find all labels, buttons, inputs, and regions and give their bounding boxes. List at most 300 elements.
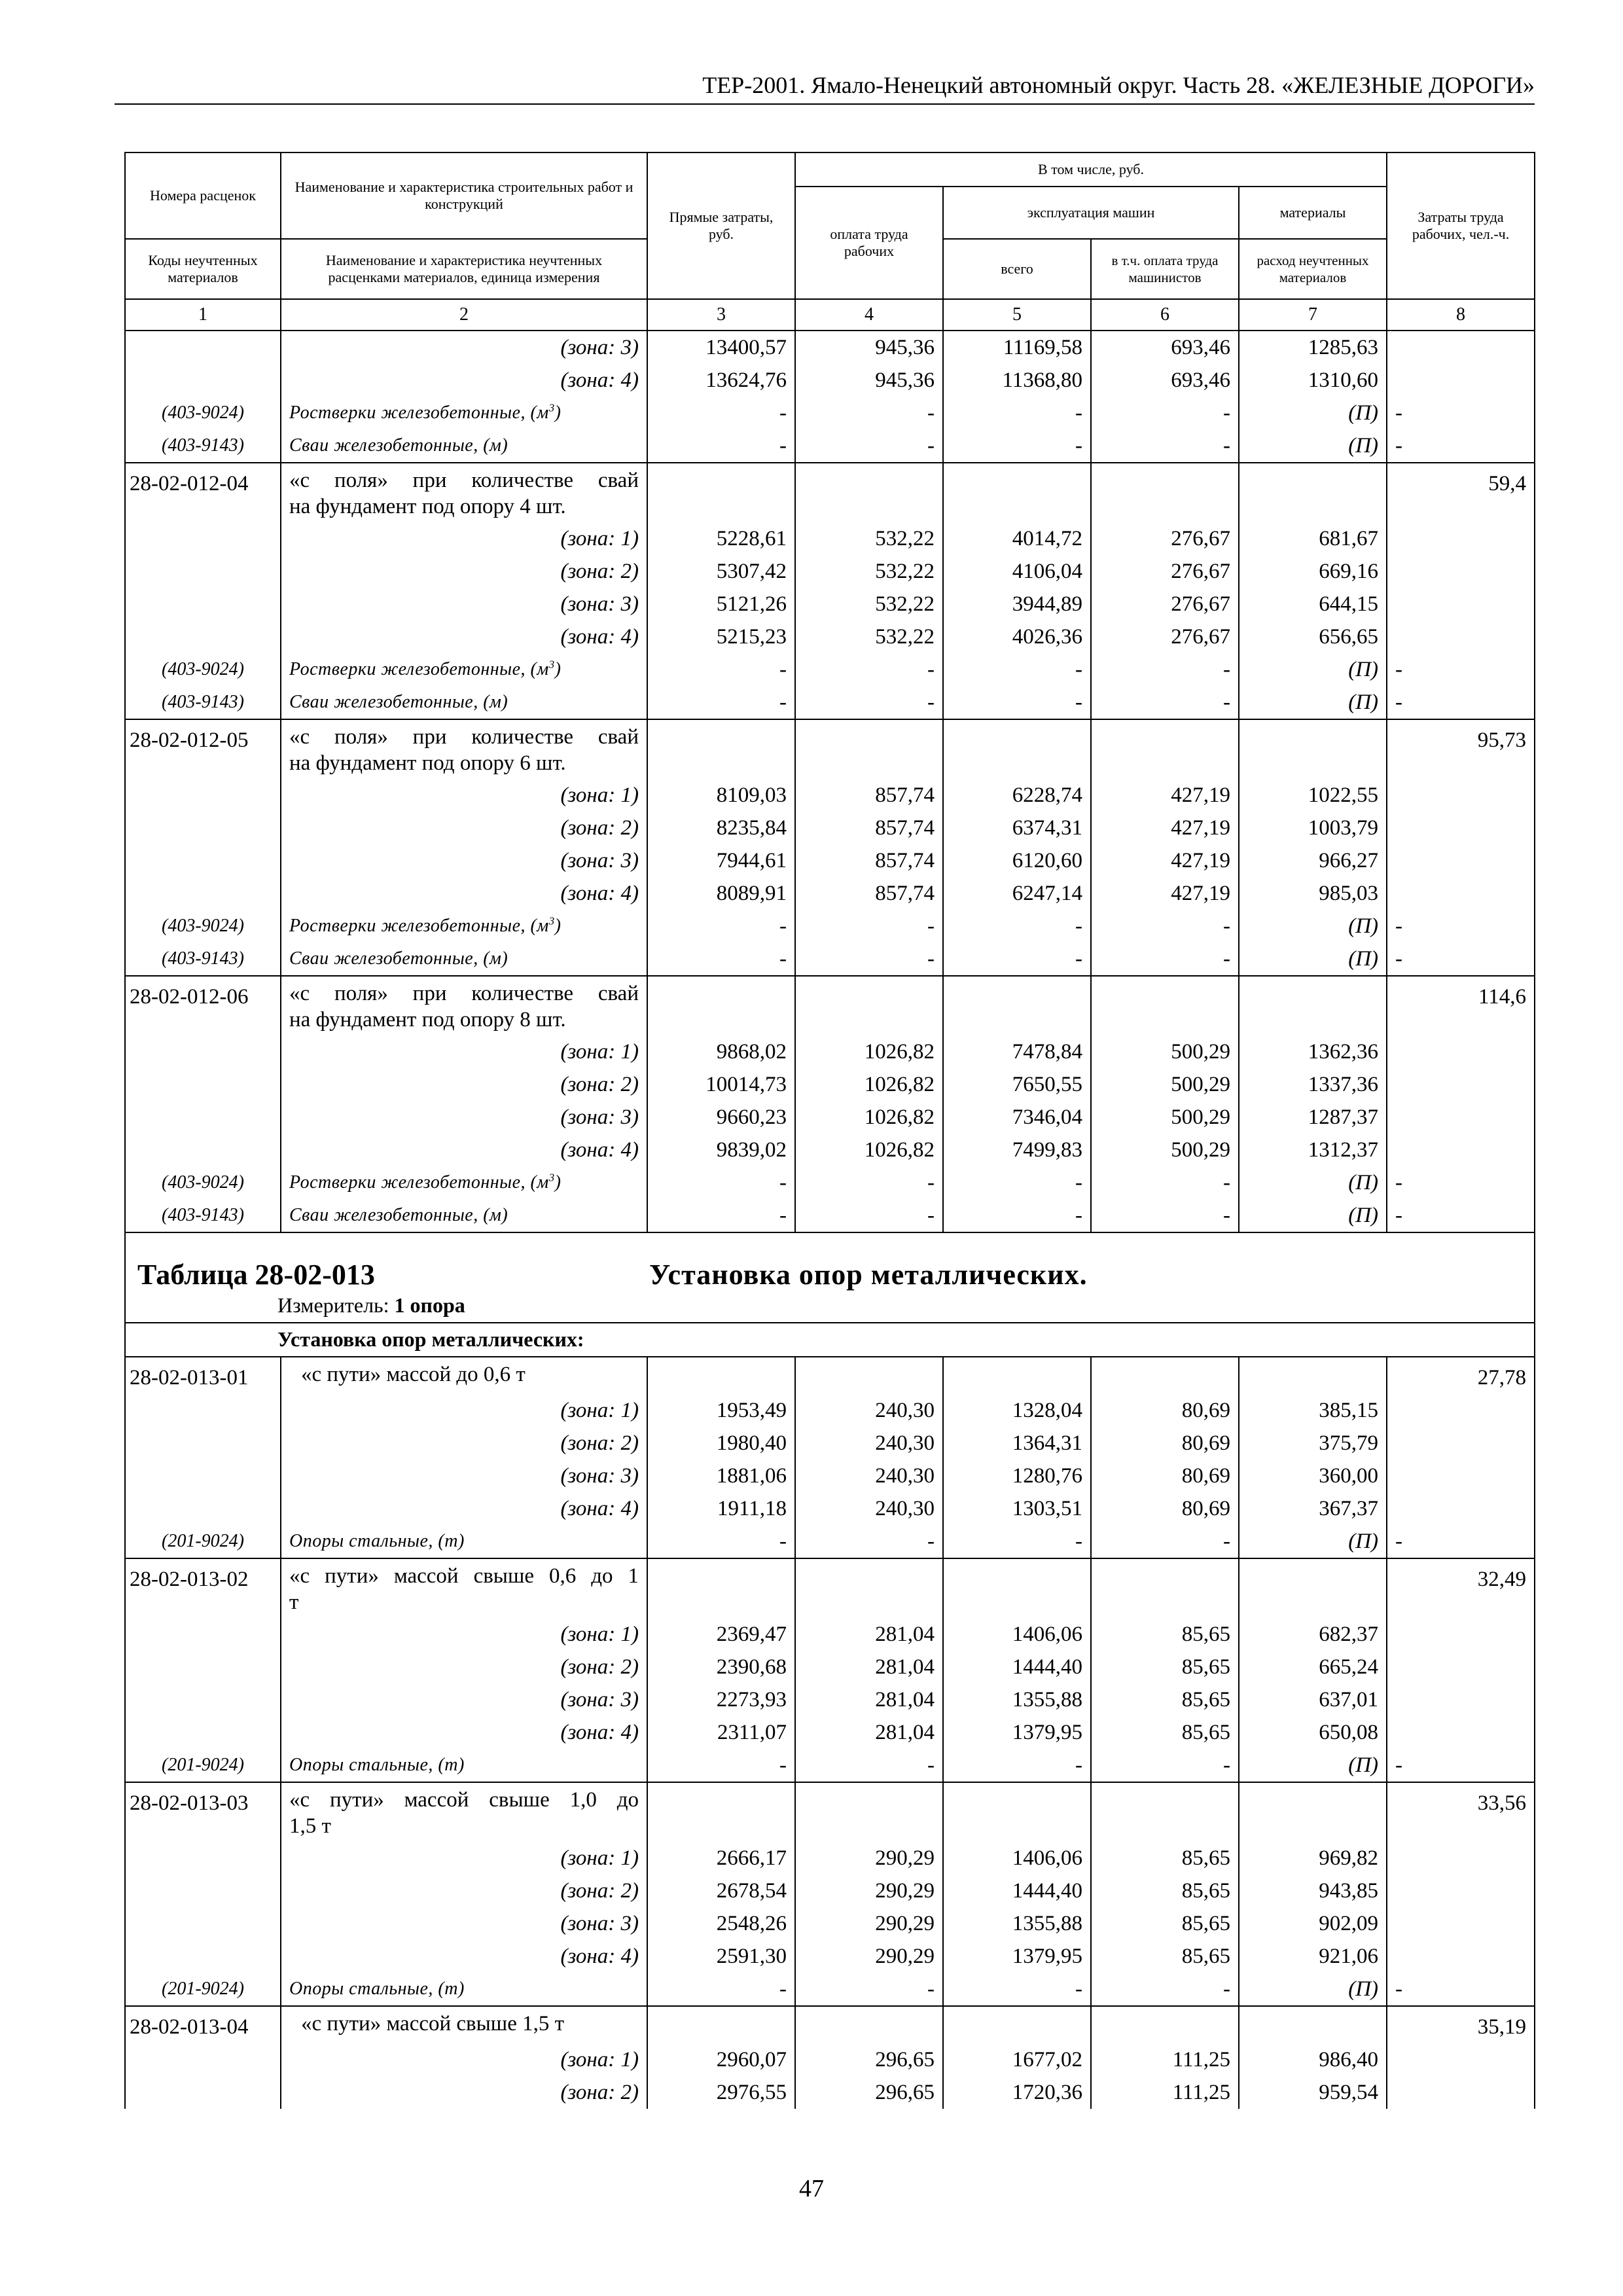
code-cell-empty: [125, 779, 281, 812]
dash-cell: -: [795, 397, 943, 429]
direct-cost: 2390,68: [647, 1651, 795, 1683]
rate-code: 28-02-012-06: [125, 976, 281, 1035]
col2-bottom-header: Наименование и характеристика неучтенных расценками материалов, единица измерения: [281, 239, 647, 299]
labor-dash: -: [1387, 1166, 1535, 1199]
dash-cell: -: [647, 910, 795, 942]
resource-name: [281, 942, 647, 976]
labor-cell-empty: [1387, 555, 1535, 588]
materials-cost: 367,37: [1239, 1492, 1387, 1525]
code-cell-empty: [125, 1492, 281, 1525]
rate-name: [281, 463, 647, 522]
direct-cost: 2960,07: [647, 2043, 795, 2076]
rate-name-line1: «с поля» при количестве свай: [289, 725, 639, 749]
unit-exponent: 3: [548, 914, 555, 927]
dash-cell: -: [943, 1749, 1091, 1782]
zone-label: (зона: 3): [281, 1907, 647, 1940]
machines-total: 1406,06: [943, 1618, 1091, 1651]
col1-top-header: Номера расценок: [125, 152, 281, 239]
machinists-pay: 85,65: [1091, 1651, 1239, 1683]
code-cell-empty: [125, 844, 281, 877]
rates-table-frame: [124, 152, 1527, 2115]
zone-label: (зона: 1): [281, 1035, 647, 1068]
page-number: 47: [799, 2175, 824, 2202]
col-number: 3: [647, 299, 795, 331]
zone-label: (зона: 4): [281, 877, 647, 910]
labor-pay: 290,29: [795, 1874, 943, 1907]
rate-row: [125, 1357, 1535, 1394]
materials-cost: 966,27: [1239, 844, 1387, 877]
rate-name-line2: 1,5 т: [289, 1814, 331, 1838]
labor-cell-empty: [1387, 844, 1535, 877]
labor-cell-empty: [1387, 2076, 1535, 2109]
labor-dash: -: [1387, 1525, 1535, 1558]
materials-cost: 360,00: [1239, 1460, 1387, 1492]
labor-pay: 290,29: [795, 1842, 943, 1874]
code-cell-empty: [125, 1716, 281, 1749]
resource-code: (403-9024): [125, 397, 281, 429]
zone-row: [125, 1842, 1535, 1874]
direct-cost: 13624,76: [647, 364, 795, 397]
unit-close: ): [554, 1172, 562, 1193]
direct-cost: 2666,17: [647, 1842, 795, 1874]
zone-row: [125, 1683, 1535, 1716]
rates-table: [124, 152, 1535, 2109]
rate-row: [125, 976, 1535, 1035]
labor-cell-empty: [1387, 2043, 1535, 2076]
empty-cell: [647, 1782, 795, 1842]
materials-cost: 1310,60: [1239, 364, 1387, 397]
zone-row: [125, 1101, 1535, 1134]
machines-total: 4014,72: [943, 522, 1091, 555]
unrecorded-material-mark: (П): [1239, 653, 1387, 686]
machines-total: 11169,58: [943, 331, 1091, 364]
materials-cost: 681,67: [1239, 522, 1387, 555]
labor-pay: 857,74: [795, 812, 943, 844]
rate-name: [281, 719, 647, 779]
labor-cell-empty: [1387, 1716, 1535, 1749]
machines-total: 3944,89: [943, 588, 1091, 620]
dash-cell: -: [1091, 653, 1239, 686]
header-rule: [115, 103, 1535, 105]
materials-cost: 1337,36: [1239, 1068, 1387, 1101]
dash-cell: -: [1091, 942, 1239, 976]
labor-hours: 35,19: [1387, 2006, 1535, 2043]
rate-name-line2: на фундамент под опору 6 шт.: [289, 751, 566, 775]
zone-row: [125, 1492, 1535, 1525]
code-cell-empty: [125, 1907, 281, 1940]
rate-name-line1: «с поля» при количестве свай: [289, 982, 639, 1005]
zone-row: [125, 1134, 1535, 1166]
machinists-pay: 80,69: [1091, 1427, 1239, 1460]
labor-cell-empty: [1387, 588, 1535, 620]
zone-label: (зона: 1): [281, 2043, 647, 2076]
empty-cell: [943, 719, 1091, 779]
materials-cost: 985,03: [1239, 877, 1387, 910]
materials-cost: 375,79: [1239, 1427, 1387, 1460]
code-cell-empty: [125, 555, 281, 588]
labor-pay: 281,04: [795, 1618, 943, 1651]
code-cell-empty: [125, 2076, 281, 2109]
col-number: 8: [1387, 299, 1535, 331]
materials-cost: 665,24: [1239, 1651, 1387, 1683]
table-013-caption: Установка опор металлических.: [649, 1259, 1088, 1291]
zone-row: [125, 522, 1535, 555]
resource-row: [125, 686, 1535, 719]
zone-row: [125, 779, 1535, 812]
table-body: [125, 331, 1535, 2109]
dash-cell: -: [1091, 910, 1239, 942]
machinists-pay: 80,69: [1091, 1460, 1239, 1492]
code-cell-empty: [125, 1101, 281, 1134]
included-header: В том числе, руб.: [795, 152, 1387, 187]
resource-row: [125, 653, 1535, 686]
labor-cell-empty: [1387, 877, 1535, 910]
col2-top-header: Наименование и характеристика строительных работ и конструкций: [281, 152, 647, 239]
labor-cell-empty: [1387, 1134, 1535, 1166]
zone-row: [125, 1035, 1535, 1068]
code-cell-empty: [125, 522, 281, 555]
unit-exponent: 3: [548, 401, 555, 414]
labor-pay: 290,29: [795, 1907, 943, 1940]
empty-cell: [1239, 976, 1387, 1035]
resource-name: [281, 397, 647, 429]
machines-total: 1364,31: [943, 1427, 1091, 1460]
unrecorded-material-mark: (П): [1239, 1199, 1387, 1232]
zone-row: [125, 877, 1535, 910]
labor-pay: 857,74: [795, 779, 943, 812]
resource-name-text: Сваи железобетонные, (м): [289, 948, 508, 969]
empty-cell: [1091, 463, 1239, 522]
resource-code: (403-9143): [125, 686, 281, 719]
rate-name-line1: «с пути» массой до 0,6 т: [301, 1363, 526, 1386]
machinists-pay: 85,65: [1091, 1907, 1239, 1940]
zone-label: (зона: 2): [281, 1068, 647, 1101]
labor-pay: 1026,82: [795, 1035, 943, 1068]
labor-pay: 532,22: [795, 522, 943, 555]
resource-name: [281, 1973, 647, 2006]
labor-pay: 240,30: [795, 1492, 943, 1525]
measure-value: 1 опора: [394, 1293, 465, 1317]
resource-row: [125, 1749, 1535, 1782]
direct-cost: 8109,03: [647, 779, 795, 812]
col4-header: оплата труда рабочих: [795, 187, 943, 299]
machines-total: 1280,76: [943, 1460, 1091, 1492]
rate-row: [125, 1782, 1535, 1842]
machinists-pay: 500,29: [1091, 1035, 1239, 1068]
zone-row: [125, 1874, 1535, 1907]
rate-code: 28-02-013-03: [125, 1782, 281, 1842]
dash-cell: -: [943, 1199, 1091, 1232]
table-013-heading: [125, 1232, 1535, 1323]
labor-cell-empty: [1387, 1842, 1535, 1874]
labor-cell-empty: [1387, 620, 1535, 653]
labor-pay: 945,36: [795, 364, 943, 397]
direct-cost: 2678,54: [647, 1874, 795, 1907]
rate-code: 28-02-012-05: [125, 719, 281, 779]
col-number: 1: [125, 299, 281, 331]
materials-cost: 1312,37: [1239, 1134, 1387, 1166]
resource-name-text: Сваи железобетонные, (м): [289, 692, 508, 712]
labor-dash: -: [1387, 1749, 1535, 1782]
empty-cell: [647, 1558, 795, 1618]
machinists-pay: 276,67: [1091, 555, 1239, 588]
empty-cell: [1091, 1558, 1239, 1618]
code-cell-empty: [125, 1683, 281, 1716]
materials-cost: 669,16: [1239, 555, 1387, 588]
dash-cell: -: [943, 429, 1091, 463]
rate-row: [125, 463, 1535, 522]
labor-pay: 290,29: [795, 1940, 943, 1973]
machines-total: 7650,55: [943, 1068, 1091, 1101]
direct-cost: 2311,07: [647, 1716, 795, 1749]
machinists-pay: 276,67: [1091, 522, 1239, 555]
labor-cell-empty: [1387, 1907, 1535, 1940]
code-cell-empty: [125, 1842, 281, 1874]
col-number: 2: [281, 299, 647, 331]
resource-name: [281, 1166, 647, 1199]
labor-cell-empty: [1387, 1492, 1535, 1525]
unit-close: ): [554, 403, 562, 423]
zone-label: (зона: 2): [281, 555, 647, 588]
dash-cell: -: [943, 1973, 1091, 2006]
labor-pay: 532,22: [795, 588, 943, 620]
direct-cost: 2548,26: [647, 1907, 795, 1940]
empty-cell: [795, 2006, 943, 2043]
machines-total: 1379,95: [943, 1940, 1091, 1973]
dash-cell: -: [647, 397, 795, 429]
unit-close: ): [554, 916, 562, 936]
resource-name-text: Ростверки железобетонные, (м: [289, 1172, 549, 1193]
code-cell-empty: [125, 620, 281, 653]
resource-name-text: Опоры стальные, (т): [289, 1755, 465, 1775]
empty-cell: [1239, 1782, 1387, 1842]
machinists-pay: 85,65: [1091, 1618, 1239, 1651]
code-cell-empty: [125, 1068, 281, 1101]
zone-label: (зона: 3): [281, 1460, 647, 1492]
machines-total: 7478,84: [943, 1035, 1091, 1068]
zone-label: (зона: 4): [281, 364, 647, 397]
materials-cost: 656,65: [1239, 620, 1387, 653]
materials-cost: 1022,55: [1239, 779, 1387, 812]
machines-total: 6374,31: [943, 812, 1091, 844]
materials-cost: 682,37: [1239, 1618, 1387, 1651]
machines-total: 1328,04: [943, 1394, 1091, 1427]
materials-cost: 385,15: [1239, 1394, 1387, 1427]
labor-pay: 281,04: [795, 1683, 943, 1716]
dash-cell: -: [647, 1525, 795, 1558]
resource-row: [125, 1525, 1535, 1558]
empty-cell: [1091, 1357, 1239, 1394]
direct-cost: 5121,26: [647, 588, 795, 620]
code-cell-empty: [125, 364, 281, 397]
labor-pay: 281,04: [795, 1651, 943, 1683]
unrecorded-material-mark: (П): [1239, 910, 1387, 942]
labor-cell-empty: [1387, 1940, 1535, 1973]
rate-code: 28-02-013-02: [125, 1558, 281, 1618]
materials-cost: 986,40: [1239, 2043, 1387, 2076]
code-cell-empty: [125, 1460, 281, 1492]
dash-cell: -: [795, 1166, 943, 1199]
dash-cell: -: [943, 686, 1091, 719]
code-cell-empty: [125, 1874, 281, 1907]
zone-label: (зона: 2): [281, 1651, 647, 1683]
direct-cost: 7944,61: [647, 844, 795, 877]
dash-cell: -: [1091, 1525, 1239, 1558]
labor-pay: 296,65: [795, 2076, 943, 2109]
code-cell-empty: [125, 2043, 281, 2076]
direct-cost: 10014,73: [647, 1068, 795, 1101]
unrecorded-material-mark: (П): [1239, 942, 1387, 976]
col1-bottom-header: Коды неучтенных материалов: [125, 239, 281, 299]
resource-code: (403-9024): [125, 653, 281, 686]
unrecorded-material-mark: (П): [1239, 1749, 1387, 1782]
rate-name: [281, 1558, 647, 1618]
dash-cell: -: [943, 1525, 1091, 1558]
direct-cost: 9660,23: [647, 1101, 795, 1134]
unrecorded-material-mark: (П): [1239, 1525, 1387, 1558]
zone-label: (зона: 4): [281, 1940, 647, 1973]
col-number: 6: [1091, 299, 1239, 331]
code-cell-empty: [125, 1394, 281, 1427]
labor-hours: 27,78: [1387, 1357, 1535, 1394]
labor-dash: -: [1387, 942, 1535, 976]
empty-cell: [795, 1357, 943, 1394]
rate-row: [125, 719, 1535, 779]
code-cell-empty: [125, 1651, 281, 1683]
zone-row: [125, 364, 1535, 397]
machinists-pay: 693,46: [1091, 331, 1239, 364]
direct-cost: 1881,06: [647, 1460, 795, 1492]
direct-cost: 9839,02: [647, 1134, 795, 1166]
zone-label: (зона: 1): [281, 1842, 647, 1874]
zone-row: [125, 1716, 1535, 1749]
resource-row: [125, 1973, 1535, 2006]
unit-close: ): [554, 659, 562, 679]
rate-name: [281, 1357, 647, 1394]
dash-cell: -: [943, 910, 1091, 942]
rate-name-line1: «с поля» при количестве свай: [289, 469, 639, 492]
labor-cell-empty: [1387, 522, 1535, 555]
dash-cell: -: [795, 1749, 943, 1782]
machinists-pay: 85,65: [1091, 1683, 1239, 1716]
machinists-pay: 276,67: [1091, 588, 1239, 620]
rate-name-line1: «с пути» массой свыше 1,0 до: [289, 1788, 639, 1812]
machines-total: 4026,36: [943, 620, 1091, 653]
dash-cell: -: [943, 653, 1091, 686]
resource-code: (403-9143): [125, 429, 281, 463]
zone-row: [125, 588, 1535, 620]
unrecorded-material-mark: (П): [1239, 1973, 1387, 2006]
empty-cell: [943, 976, 1091, 1035]
machines-total: 1303,51: [943, 1492, 1091, 1525]
rate-code: 28-02-013-04: [125, 2006, 281, 2043]
materials-cost: 969,82: [1239, 1842, 1387, 1874]
machinists-pay: 427,19: [1091, 844, 1239, 877]
direct-cost: 1980,40: [647, 1427, 795, 1460]
zone-label: (зона: 3): [281, 331, 647, 364]
resource-name: [281, 1525, 647, 1558]
dash-cell: -: [1091, 397, 1239, 429]
machines-total: 1720,36: [943, 2076, 1091, 2109]
table-013-title: Таблица 28-02-013: [137, 1259, 375, 1291]
zone-label: (зона: 2): [281, 1874, 647, 1907]
machinists-pay: 111,25: [1091, 2076, 1239, 2109]
labor-cell-empty: [1387, 1101, 1535, 1134]
labor-dash: -: [1387, 397, 1535, 429]
labor-cell-empty: [1387, 1068, 1535, 1101]
col3-header: Прямые затраты, руб.: [647, 152, 795, 299]
labor-dash: -: [1387, 429, 1535, 463]
labor-dash: -: [1387, 686, 1535, 719]
labor-pay: 945,36: [795, 331, 943, 364]
dash-cell: -: [943, 1166, 1091, 1199]
labor-cell-empty: [1387, 1683, 1535, 1716]
labor-pay: 240,30: [795, 1460, 943, 1492]
table-header: [125, 152, 1535, 331]
dash-cell: -: [647, 686, 795, 719]
unrecorded-material-mark: (П): [1239, 397, 1387, 429]
zone-label: (зона: 4): [281, 1492, 647, 1525]
zone-row: [125, 555, 1535, 588]
resource-code: (403-9024): [125, 910, 281, 942]
rate-code: 28-02-012-04: [125, 463, 281, 522]
empty-cell: [943, 1782, 1091, 1842]
materials-cost: 1362,36: [1239, 1035, 1387, 1068]
rate-name: [281, 1782, 647, 1842]
zone-label: (зона: 1): [281, 779, 647, 812]
machinists-pay: 693,46: [1091, 364, 1239, 397]
labor-dash: -: [1387, 910, 1535, 942]
machinists-pay: 427,19: [1091, 779, 1239, 812]
dash-cell: -: [647, 1749, 795, 1782]
materials-cost: 1285,63: [1239, 331, 1387, 364]
resource-name-text: Сваи железобетонные, (м): [289, 435, 508, 456]
materials-cost: 921,06: [1239, 1940, 1387, 1973]
direct-cost: 13400,57: [647, 331, 795, 364]
dash-cell: -: [647, 1166, 795, 1199]
direct-cost: 2591,30: [647, 1940, 795, 1973]
zone-row: [125, 620, 1535, 653]
direct-cost: 1953,49: [647, 1394, 795, 1427]
machinists-pay: 85,65: [1091, 1716, 1239, 1749]
dash-cell: -: [795, 429, 943, 463]
materials-header: материалы: [1239, 187, 1387, 239]
dash-cell: -: [1091, 686, 1239, 719]
dash-cell: -: [943, 397, 1091, 429]
resource-name: [281, 1199, 647, 1232]
table-013-subheading-row: [125, 1323, 1535, 1357]
zone-label: (зона: 4): [281, 620, 647, 653]
machinists-pay: 80,69: [1091, 1492, 1239, 1525]
resource-code: (403-9143): [125, 1199, 281, 1232]
rate-row: [125, 2006, 1535, 2043]
labor-cell-empty: [1387, 1460, 1535, 1492]
labor-cell-empty: [1387, 1035, 1535, 1068]
labor-dash: -: [1387, 653, 1535, 686]
rate-name-line1: «с пути» массой свыше 0,6 до 1: [289, 1564, 639, 1588]
direct-cost: 5307,42: [647, 555, 795, 588]
labor-cell-empty: [1387, 1394, 1535, 1427]
materials-cost: 637,01: [1239, 1683, 1387, 1716]
empty-cell: [795, 976, 943, 1035]
resource-row: [125, 429, 1535, 463]
zone-label: (зона: 2): [281, 1427, 647, 1460]
labor-pay: 240,30: [795, 1394, 943, 1427]
materials-cost: 650,08: [1239, 1716, 1387, 1749]
empty-cell: [1239, 463, 1387, 522]
resource-name-text: Опоры стальные, (т): [289, 1979, 465, 1999]
labor-pay: 1026,82: [795, 1068, 943, 1101]
